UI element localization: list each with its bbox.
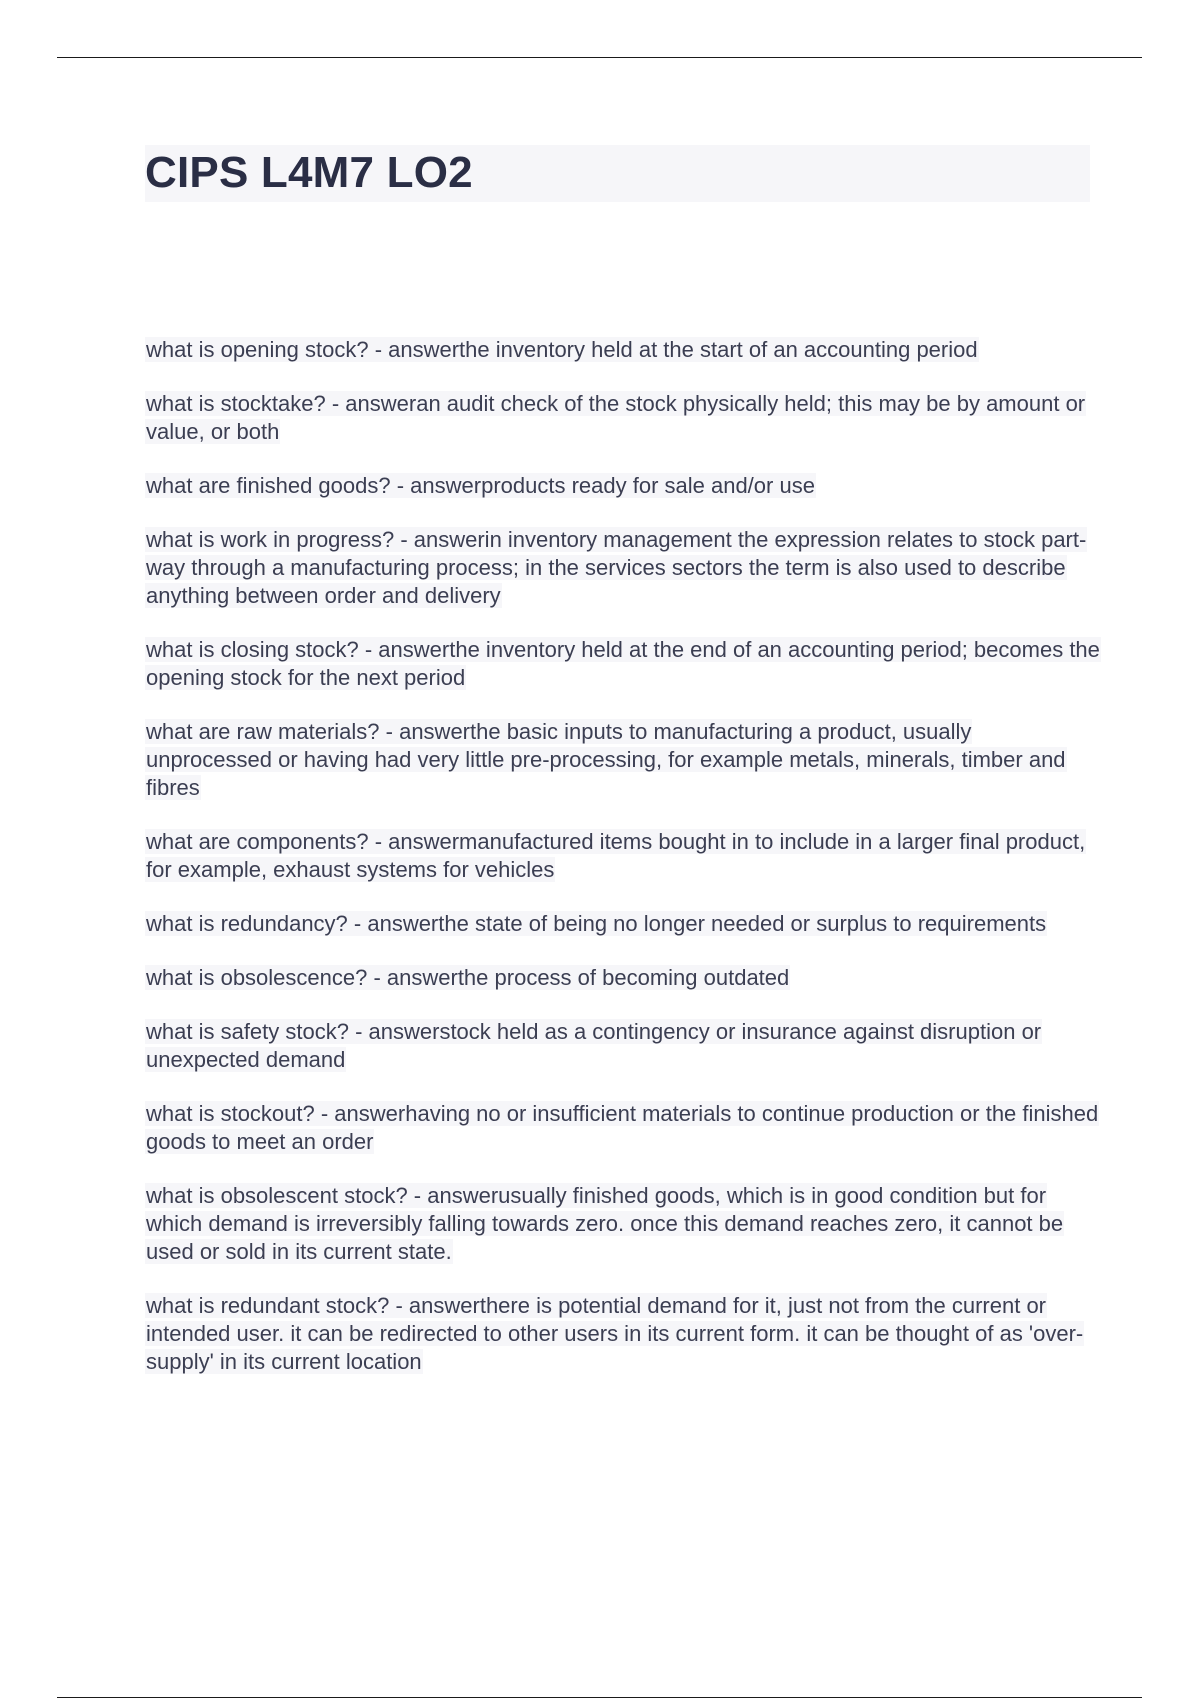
qa-text: what is closing stock? - answerthe inventory held at the end of an accounting period; becomes the opening stock for the next period: [146, 637, 1100, 690]
qa-item-closing-stock: [145, 636, 1100, 692]
qa-text: what is obsolescence? - answerthe process of becoming outdated: [146, 965, 790, 990]
qa-item-obsolescent-stock: [145, 1182, 1100, 1266]
qa-item-components: [145, 828, 1100, 884]
qa-list: [145, 336, 1100, 1402]
qa-text: what is redundant stock? - answerthere is potential demand for it, just not from the current or intended user. it can be redirected to other users in its current form. it can be thought of as 'over-supply' in its current location: [146, 1293, 1084, 1374]
qa-text: what are finished goods? - answerproducts ready for sale and/or use: [146, 473, 815, 498]
qa-item-redundant-stock: [145, 1292, 1100, 1376]
qa-text: what is obsolescent stock? - answerusually finished goods, which is in good condition but for which demand is irreversibly falling towards zero. once this demand reaches zero, it cannot be used or sold in its current state.: [146, 1183, 1064, 1264]
qa-item-work-in-progress: [145, 526, 1100, 610]
qa-item-raw-materials: [145, 718, 1100, 802]
qa-item-obsolescence: [145, 964, 1100, 992]
qa-text: what is stocktake? - answeran audit check of the stock physically held; this may be by amount or value, or both: [146, 391, 1086, 444]
qa-text: what is stockout? - answerhaving no or insufficient materials to continue production or the finished goods to meet an order: [146, 1101, 1099, 1154]
bottom-divider: [57, 1697, 1142, 1698]
qa-item-stockout: [145, 1100, 1100, 1156]
top-divider: [57, 57, 1142, 58]
qa-text: what are raw materials? - answerthe basic inputs to manufacturing a product, usually unprocessed or having had very little pre-processing, for example metals, minerals, timber and fibres: [146, 719, 1066, 800]
qa-item-opening-stock: [145, 336, 1100, 364]
qa-text: what is opening stock? - answerthe inventory held at the start of an accounting period: [146, 337, 978, 362]
qa-item-redundancy: [145, 910, 1100, 938]
qa-text: what is safety stock? - answerstock held as a contingency or insurance against disruption or unexpected demand: [146, 1019, 1042, 1072]
page-title: CIPS L4M7 LO2: [145, 148, 473, 197]
qa-item-stocktake: [145, 390, 1100, 446]
qa-item-safety-stock: [145, 1018, 1100, 1074]
qa-item-finished-goods: [145, 472, 1100, 500]
qa-text: what is redundancy? - answerthe state of being no longer needed or surplus to requirements: [146, 911, 1047, 936]
qa-text: what is work in progress? - answerin inventory management the expression relates to stock part-way through a manufacturing process; in the services sectors the term is also used to describe anything between order and delivery: [146, 527, 1087, 608]
qa-text: what are components? - answermanufactured items bought in to include in a larger final product, for example, exhaust systems for vehicles: [146, 829, 1086, 882]
